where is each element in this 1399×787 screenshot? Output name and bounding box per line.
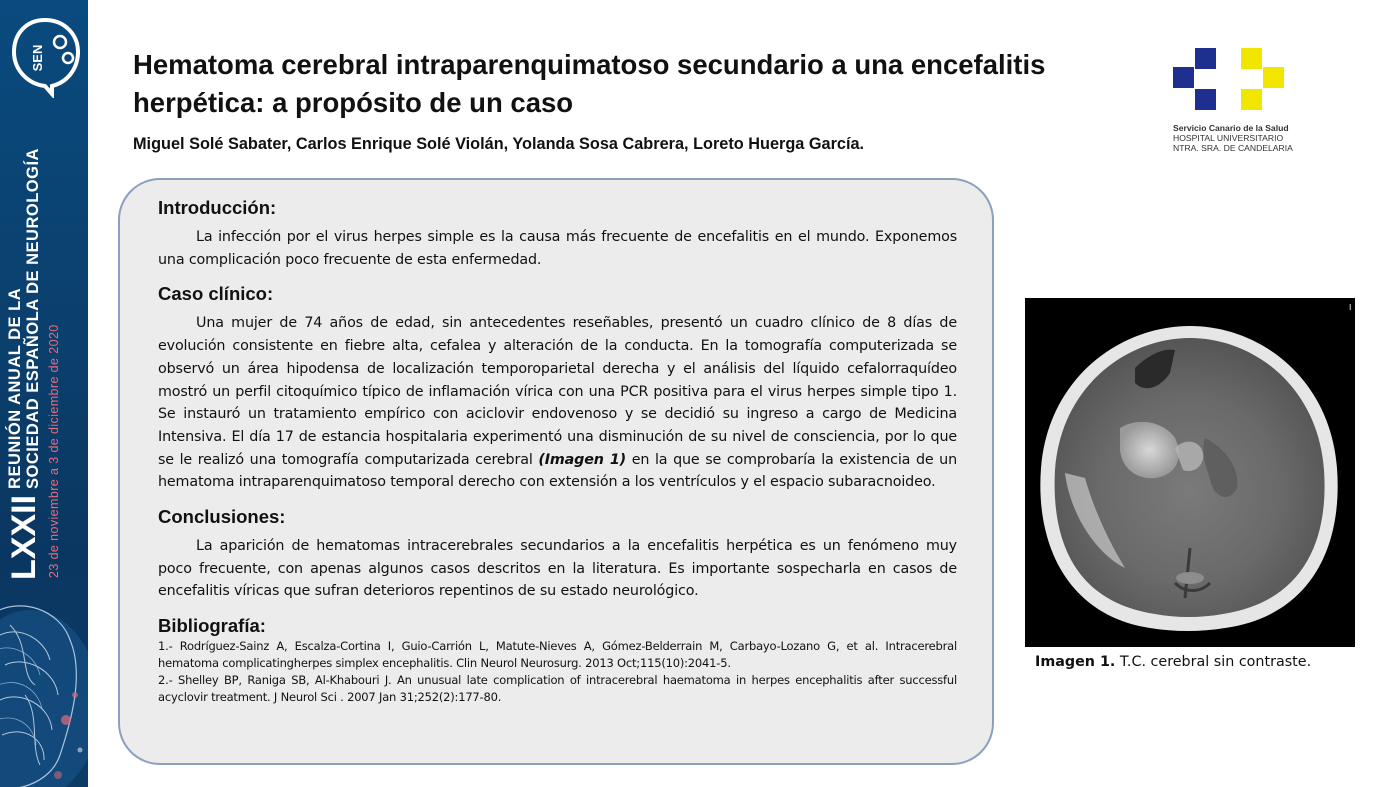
brain-illustration	[0, 585, 88, 787]
congress-line-a: REUNIÓN ANUAL DE LA	[6, 287, 24, 489]
ct-corner-mark: I	[1349, 303, 1352, 312]
image-reference: (Imagen 1)	[538, 451, 627, 468]
intro-paragraph: La infección por el virus herpes simple es la causa más frecuente de encefalitis en el mundo. Exponemos una complicación poco frecuente de esta enfermedad.	[158, 229, 957, 268]
hospital-line-2: HOSPITAL UNIVERSITARIO	[1173, 133, 1284, 143]
hospital-name	[1173, 123, 1293, 153]
congress-line-b: SOCIEDAD ESPAÑOLA DE NEUROLOGÍA	[24, 148, 42, 489]
bibliography-item-2: 2.- Shelley BP, Raniga SB, Al-Khabouri J. An unusual late complication of intracerebral haematoma in herpes encephalitis after successful acyclovir treatment. J Neurol Sci . 2007 Jan 31;252(2):177-80.	[158, 673, 957, 705]
hospital-line-1: Servicio Canario de la Salud	[1173, 123, 1289, 133]
poster-authors: Miguel Solé Sabater, Carlos Enrique Solé Violán, Yolanda Sosa Cabrera, Loreto Huerga García.	[133, 135, 865, 153]
ct-scan-image	[1025, 298, 1355, 647]
bibliography-heading: Bibliografía:	[158, 615, 266, 637]
hospital-line-3: NTRA. SRA. DE CANDELARIA	[1173, 143, 1293, 153]
poster-title: Hematoma cerebral intraparenquimatoso secundario a una encefalitis herpética: a propósito de un caso	[133, 49, 1046, 118]
case-text-1: Una mujer de 74 años de edad, sin antecedentes reseñables, presentó un cuadro clínico de 8 días de evolución consistente en fiebre alta, cefalea y alteración de la conducta. En la tomografía computerizada se observó un área hipodensa de localización temporoparietal derecha y el análisis del líquido cefalorraquídeo mostró un perfil citoquímico típico de inflamación vírica con una PCR positiva para el virus herpes simple tipo 1. Se instauró un tratamiento empírico con aciclovir endovenoso y se decidió su ingreso a cargo de Medicina Intensiva. El día 17 de estancia hospitalaria experimentó una disminución de su nivel de consciencia, por lo que se le realizó una tomografía computarizada cerebral	[158, 315, 957, 468]
bibliography-item-1: 1.- Rodríguez-Sainz A, Escalza-Cortina I, Guio-Carrión L, Matute-Nieves A, Gómez-Belderrain M, Carbayo-Lozano G, et al. Intracerebral hematoma complicatingherpes simplex encephalitis. Clin Neurol Neurosurg. 2013 Oct;115(10):2041-5.	[158, 639, 957, 671]
figure-caption	[1035, 654, 1311, 670]
congress-title-vertical	[5, 148, 61, 580]
caption-label: Imagen 1.	[1035, 654, 1116, 670]
congress-dates: 23 de noviembre a 3 de diciembre de 2020	[47, 324, 61, 578]
case-heading: Caso clínico:	[158, 283, 274, 305]
conclusions-heading: Conclusiones:	[158, 506, 286, 528]
case-paragraph	[158, 312, 957, 494]
congress-banner	[0, 0, 88, 787]
edition-number: LXXII	[5, 494, 43, 580]
sen-logo-text: SEN	[30, 44, 45, 72]
content-body	[158, 196, 957, 706]
case-text-2: en la que se comprobaría la existencia de un hematoma intraparenquimatoso temporal derecho con extensión a los ventrículos y el espacio subaracnoideo.	[158, 451, 958, 491]
conclusions-paragraph: La aparición de hematomas intracerebrales secundarios a la encefalitis herpética es un fenómeno muy poco frecuente, con apenas algunos casos descritos en la literatura. Es importante sospecharla en casos de encefalitis víricas que sufran deterioros repentinos de su estado neurológico.	[158, 538, 957, 600]
caption-text: T.C. cerebral sin contraste.	[1115, 654, 1312, 670]
sen-logo	[8, 14, 82, 98]
intro-heading: Introducción:	[158, 197, 277, 218]
